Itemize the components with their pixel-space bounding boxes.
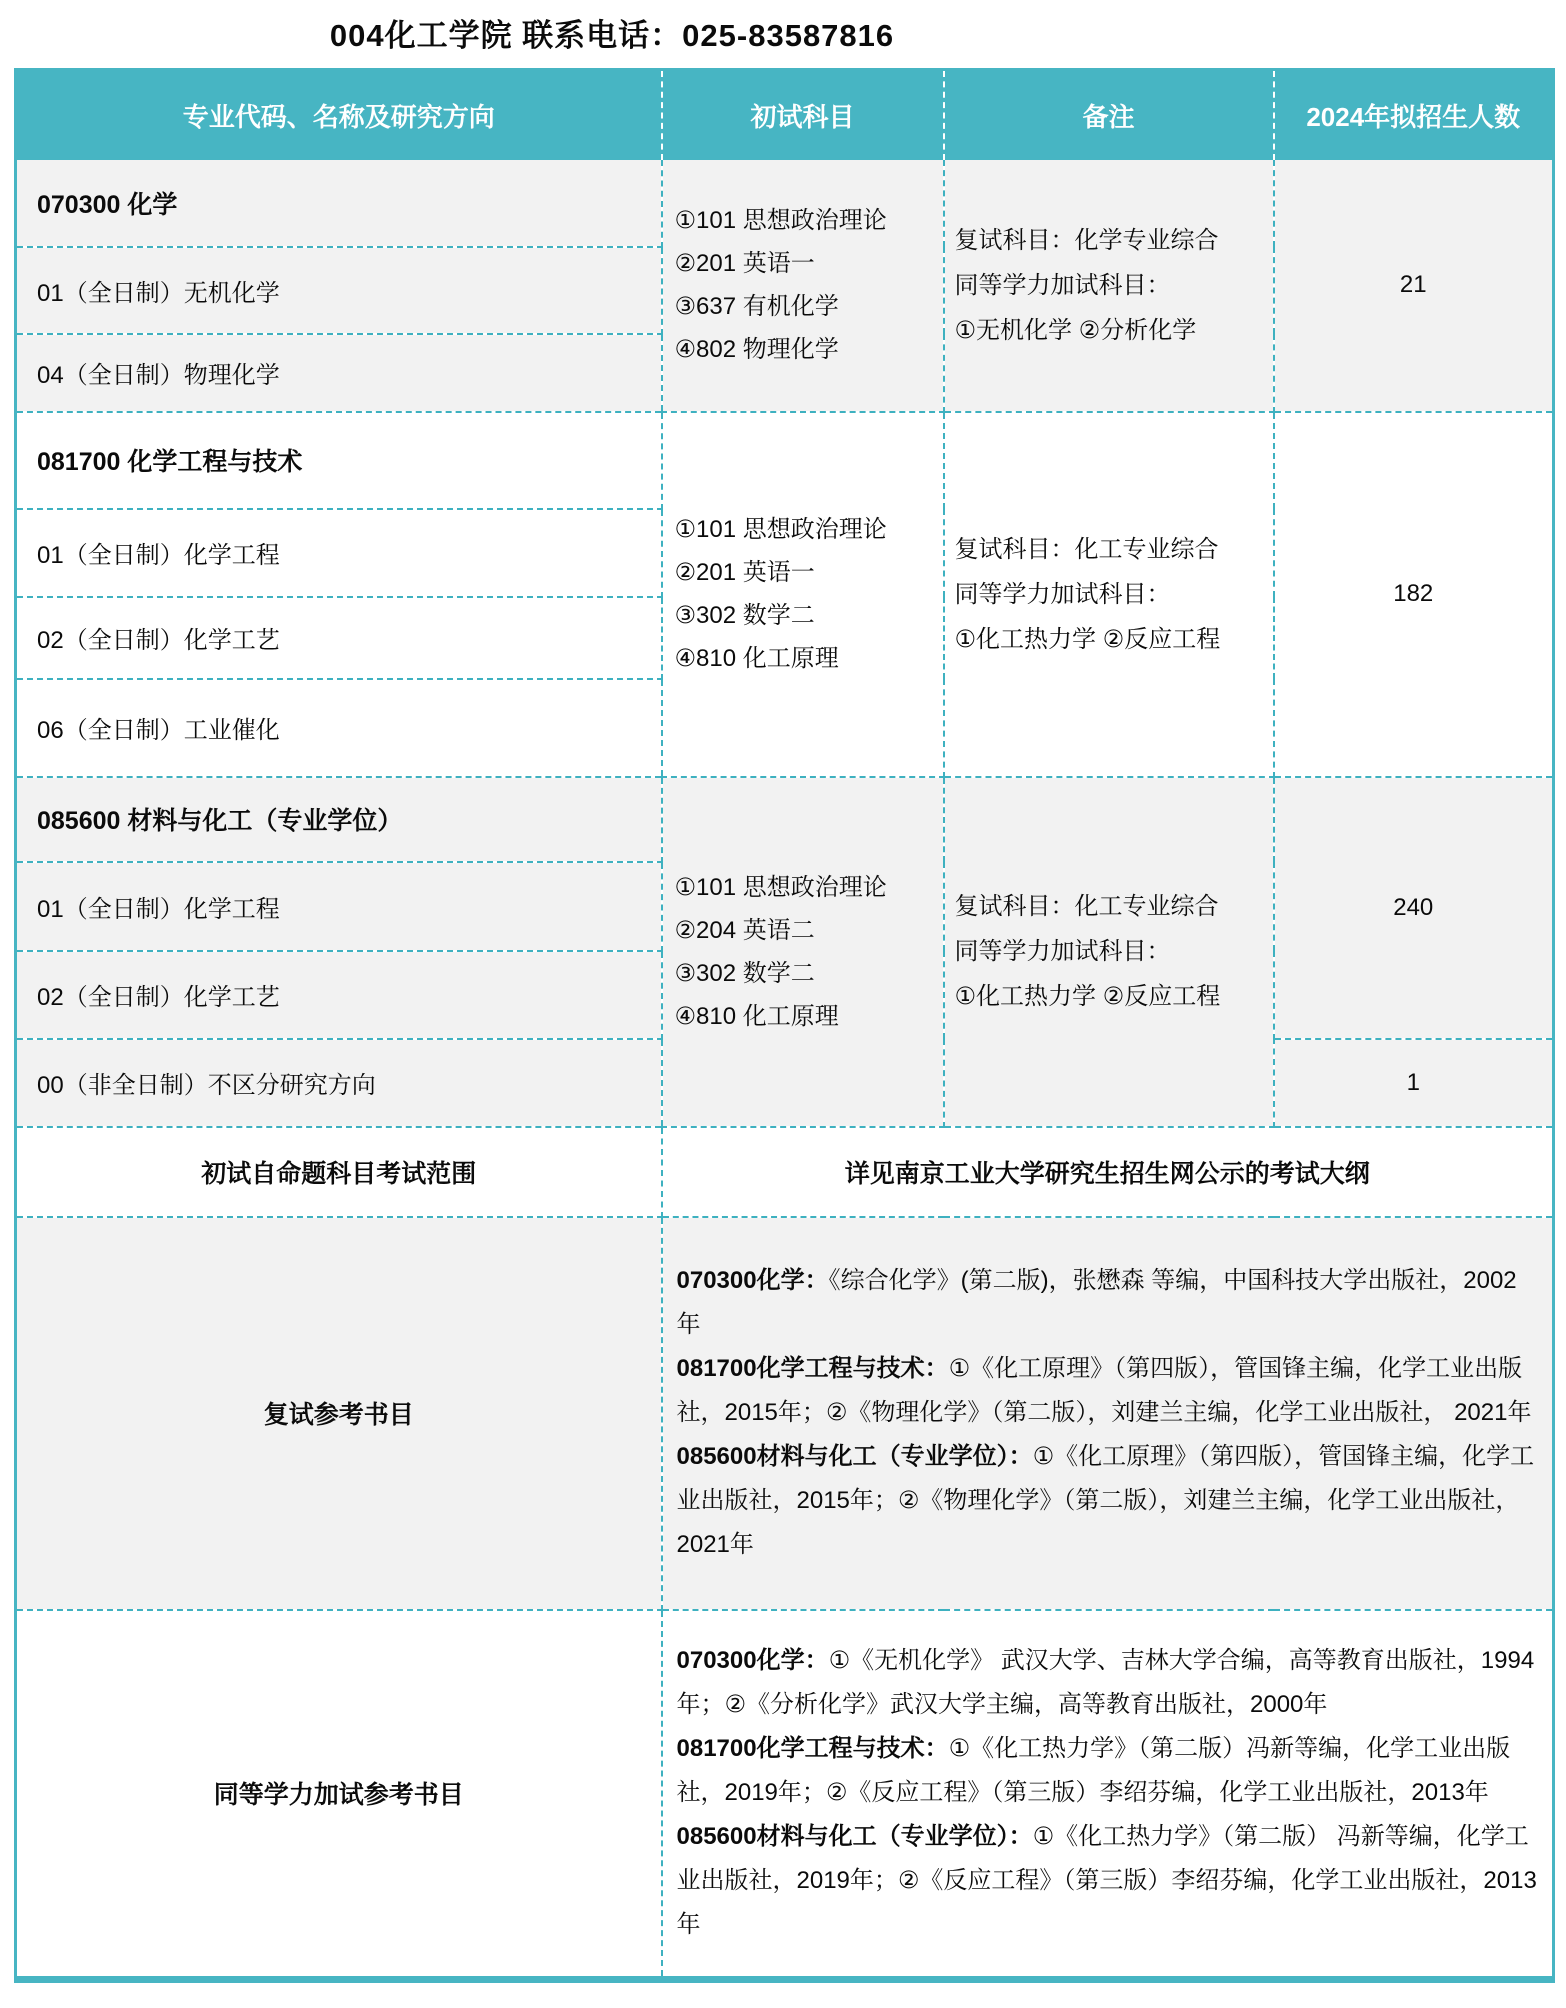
page-title: 004化工学院 联系电话：025-83587816 [329,18,895,53]
remark-line: ①化工热力学 ②反应工程 [954,983,1221,1010]
subject-line: ②204 英语二 [674,916,815,944]
book-entry-text: ①《化工热力学》（第二版） 冯新等编，化学工业出版社，2019年；②《反应工程》（第三版）李绍芬编，化学工业出版社，2013年 [676,1823,1537,1939]
book-entry-text: ①《化工原理》（第四版），管国锋主编，化学工业出版社，2015年；②《物理化学》（第二版），刘建兰主编，化学工业出版社， 2021年 [676,1443,1535,1558]
exam-subjects-081700 [662,412,944,777]
book-entry-text: 《综合化学》(第二版)，张懋森 等编，中国科技大学出版社，2002年 [676,1267,1517,1338]
addtest-books-content [662,1610,1554,1980]
self-test-scope-value: 详见南京工业大学研究生招生网公示的考试大纲 [662,1127,1554,1217]
admissions-table [14,68,1555,1983]
col-header-program: 专业代码、名称及研究方向 [16,70,662,160]
exam-subjects-085600 [662,777,944,1127]
quota-081700: 182 [1274,412,1554,777]
self-test-scope-label: 初试自命题科目考试范围 [16,1127,662,1217]
subject-line: ①101 思想政治理论 [674,207,887,234]
retest-books-label: 复试参考书目 [16,1217,662,1610]
program-code-070300: 070300 化学 [16,160,662,247]
col-header-remark: 备注 [944,70,1274,160]
book-entry [677,1347,1541,1435]
table-row [16,1127,1554,1217]
subject-line: ①101 思想政治理论 [674,873,887,901]
remark-line: ①化工热力学 ②反应工程 [954,625,1221,653]
remark-line: 复试科目：化学专业综合 [954,226,1219,254]
table-row [16,1217,1554,1610]
col-header-quota: 2024年拟招生人数 [1274,70,1554,160]
subject-line: ③302 数学二 [674,602,815,629]
table-row [16,1610,1554,1980]
subject-line: ②201 英语一 [674,559,815,586]
quota-085600-fulltime: 240 [1274,777,1554,1039]
book-entry-text: ①《化工原理》（第四版），管国锋主编，化学工业出版社，2015年；②《物理化学》（第二版），刘建兰主编，化学工业出版社， 2021年 [676,1355,1532,1426]
quota-085600-parttime: 1 [1274,1039,1554,1127]
direction-row: 01（全日制）化学工程 [16,862,662,951]
book-entry [677,1815,1541,1947]
subject-line: ②201 英语一 [674,250,815,277]
book-entry-program: 070300化学： [676,1267,829,1294]
remark-line: 同等学力加试科目： [954,271,1171,299]
direction-row: 06（全日制）工业催化 [16,679,662,777]
subject-line: ④802 物理化学 [674,336,839,363]
subject-line: ④810 化工原理 [674,1002,839,1030]
direction-row: 01（全日制）化学工程 [16,509,662,597]
subject-line: ③637 有机化学 [674,293,839,320]
header-row [16,70,1554,160]
addtest-books-label: 同等学力加试参考书目 [16,1610,662,1980]
quota-070300: 21 [1274,160,1554,412]
direction-row: 02（全日制）化学工艺 [16,951,662,1039]
retest-books-content [662,1217,1554,1610]
direction-row: 00（非全日制）不区分研究方向 [16,1039,662,1127]
program-code-081700: 081700 化学工程与技术 [16,412,662,509]
program-code-085600: 085600 材料与化工（专业学位） [16,777,662,862]
direction-row: 01（全日制）无机化学 [16,247,662,334]
remark-081700 [944,412,1274,777]
remark-line: 复试科目：化工专业综合 [954,893,1219,920]
book-entry [677,1259,1541,1347]
exam-subjects-070300 [662,160,944,412]
subject-line: ④810 化工原理 [674,645,839,672]
remark-line: 同等学力加试科目： [954,580,1171,608]
col-header-exam-subjects: 初试科目 [662,70,944,160]
subject-line: ③302 数学二 [674,959,815,987]
book-entry-program: 081700化学工程与技术： [676,1355,949,1382]
remark-085600 [944,777,1274,1127]
direction-row: 04（全日制）物理化学 [16,334,662,412]
book-entry-text: ①《无机化学》 武汉大学、吉林大学合编，高等教育出版社，1994年；②《分析化学》武汉大学主编，高等教育出版社，2000年 [676,1647,1535,1719]
book-entry-program: 085600材料与化工（专业学位）： [676,1823,1033,1851]
remark-line: ①无机化学 ②分析化学 [954,316,1197,344]
table-row [16,777,1554,862]
table-row [16,412,1554,509]
remark-070300 [944,160,1274,412]
book-entry-program: 085600材料与化工（专业学位）： [676,1443,1033,1470]
book-entry-text: ①《化工热力学》（第二版）冯新等编，化学工业出版社，2019年；②《反应工程》（第三版）李绍芬编，化学工业出版社，2013年 [676,1735,1511,1807]
table-row [16,160,1554,247]
remark-line: 复试科目：化工专业综合 [954,535,1219,563]
book-entry [677,1435,1541,1567]
book-entry [677,1727,1541,1815]
subject-line: ①101 思想政治理论 [674,516,887,543]
book-entry-program: 070300化学： [676,1647,829,1675]
direction-row: 02（全日制）化学工艺 [16,597,662,679]
remark-line: 同等学力加试科目： [954,938,1171,965]
book-entry-program: 081700化学工程与技术： [676,1735,949,1763]
book-entry [677,1639,1541,1727]
